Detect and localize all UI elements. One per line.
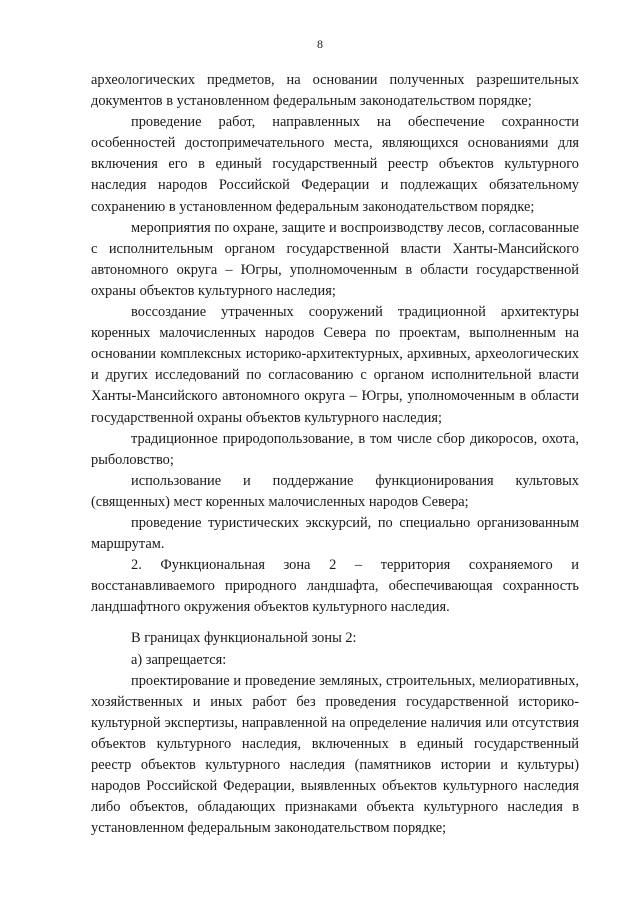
paragraph: археологических предметов, на основании полученных разрешительных документов в установленном федеральным законодательством порядке; <box>91 72 579 110</box>
paragraph: 2. Функциональная зона 2 – территория сохраняемого и восстанавливаемого природного ландшафта, обеспечивающая сохранность ландшафтного окружения объектов культурного наследия. <box>91 557 579 616</box>
paragraph: В границах функциональной зоны 2: <box>131 630 357 647</box>
document-body <box>91 70 579 839</box>
paragraph: а) запрещается: <box>131 651 227 668</box>
paragraph: традиционное природопользование, в том числе сбор дикоросов, охота, рыболовство; <box>91 430 579 468</box>
paragraph: воссоздание утраченных сооружений традиционной архитектуры коренных малочисленных народов Севера по проектам, выполненным на основании комплексных историко-архитектурных, архивных, археологических и других исследований по согласованию с органом исполнительной власти Ханты-Мансийского автономного округа – Югры, уполномоченным в области государственной охраны объектов культурного наследия; <box>91 304 579 426</box>
paragraph: проведение работ, направленных на обеспечение сохранности особенностей достопримечательного места, являющихся основаниями для включения его в единый государственный реестр объектов культурного наследия народов Российской Федерации и подлежащих обязательному сохранению в установленном федеральным законодательством порядке; <box>91 114 579 215</box>
paragraph: проектирование и проведение земляных, строительных, мелиоративных, хозяйственных и иных работ без проведения государственной историко-культурной экспертизы, направленной на определение наличия или отсутствия объектов культурного наследия, включенных в единый государственный реестр объектов культурного наследия (памятников истории и культуры) народов Российской Федерации, выявленных объектов культурного наследия либо объектов, обладающих признаками объекта культурного наследия в установленном федеральным законодательством порядке; <box>91 672 579 837</box>
paragraph: проведение туристических экскурсий, по специально организованным маршрутам. <box>91 514 579 553</box>
page-number: 8 <box>317 37 323 51</box>
paragraph: мероприятия по охране, защите и воспроизводству лесов, согласованные с исполнительным органом государственной власти Ханты-Мансийского автономного округа – Югры, уполномоченным в области государственной охраны объектов культурного наследия; <box>91 219 579 299</box>
paragraph: использование и поддержание функционирования культовых (священных) мест коренных малочисленных народов Севера; <box>91 472 579 510</box>
